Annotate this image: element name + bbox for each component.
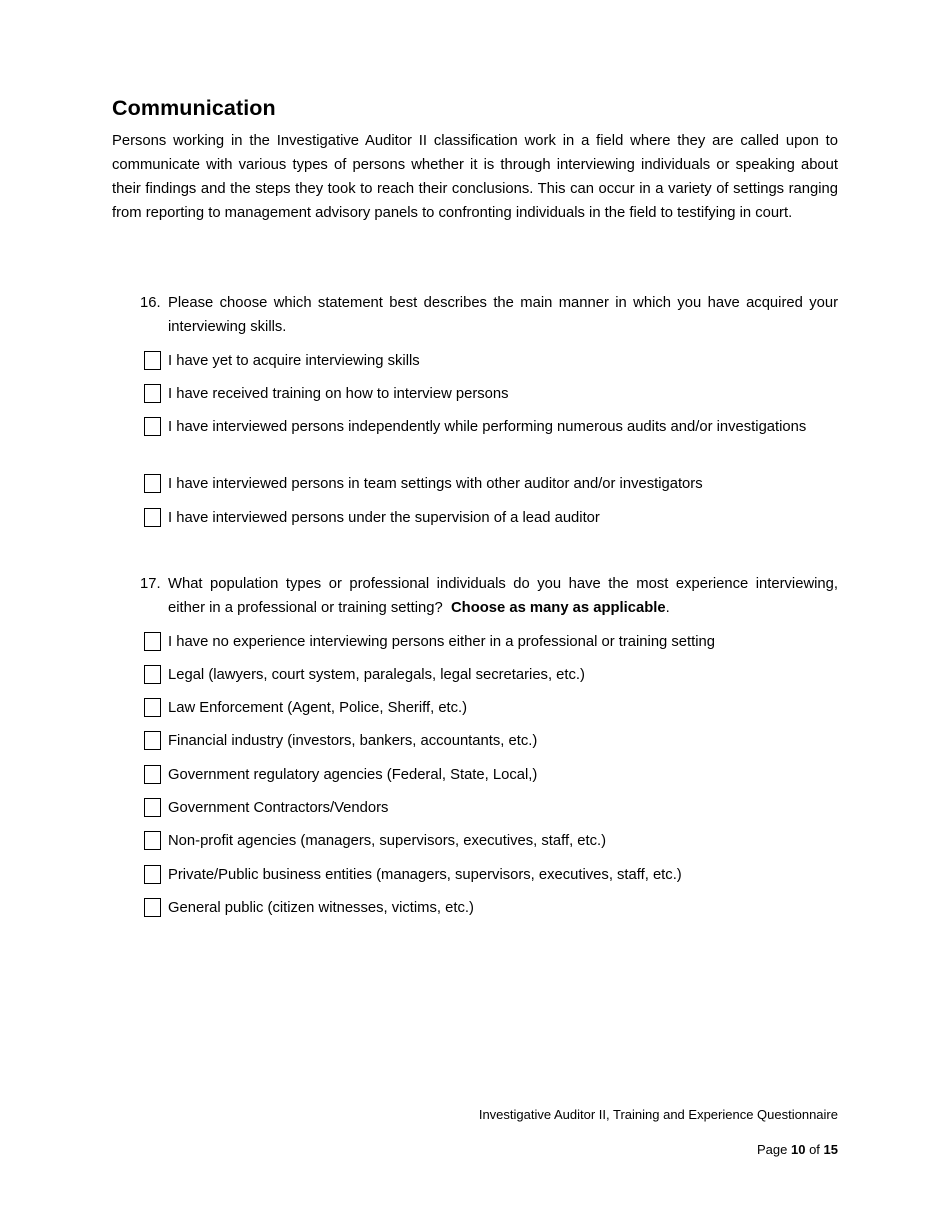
- checkbox[interactable]: [144, 765, 161, 784]
- option-label: I have received training on how to interview persons: [168, 386, 509, 402]
- option-label: Law Enforcement (Agent, Police, Sheriff, etc.): [168, 700, 468, 716]
- question-text: [168, 572, 838, 620]
- q17-option: [144, 796, 838, 820]
- option-label: Private/Public business entities (managers, supervisors, executives, staff, etc.): [168, 867, 682, 883]
- option-label: I have interviewed persons in team settings with other auditor and/or investigators: [168, 476, 703, 492]
- q17-option: [144, 696, 838, 720]
- footer-page-number: [757, 1141, 838, 1159]
- checkbox[interactable]: [144, 417, 161, 436]
- section-intro: Persons working in the Investigative Auditor II classification work in a field where they are called upon to communicate with various types of persons whether it is through interviewing individuals or speaking about their findings and the steps they took to reach their conclusions. This can occur in a variety of settings ranging from reporting to management advisory panels to confronting individuals in the field to testifying in court.: [112, 133, 838, 221]
- page-of: of: [809, 1142, 820, 1157]
- option-label: I have yet to acquire interviewing skills: [168, 353, 420, 369]
- section-title: Communication: [112, 96, 276, 120]
- checkbox[interactable]: [144, 351, 161, 370]
- page-prefix: Page: [756, 1142, 788, 1157]
- question-end: .: [665, 600, 670, 616]
- footer-document-title: Investigative Auditor II, Training and Experience Questionnaire: [478, 1107, 838, 1122]
- q17-option: [144, 829, 838, 853]
- question-number: 17.: [140, 576, 161, 592]
- option-label: Government regulatory agencies (Federal, State, Local,): [168, 767, 538, 783]
- option-label: Financial industry (investors, bankers, accountants, etc.): [168, 733, 538, 749]
- page-total: 15: [823, 1142, 838, 1157]
- checkbox[interactable]: [144, 384, 161, 403]
- option-label: Government Contractors/Vendors: [168, 800, 389, 816]
- page-current: 10: [790, 1142, 806, 1157]
- checkbox[interactable]: [144, 831, 161, 850]
- checkbox[interactable]: [144, 865, 161, 884]
- q17-option: [144, 630, 838, 654]
- checkbox[interactable]: [144, 632, 161, 651]
- question-body: What population types or professional individuals do you have the most experience interviewing, either in a professional or training setting?: [168, 576, 838, 616]
- q17-option: [144, 863, 838, 887]
- q17-option: [144, 729, 838, 753]
- checkbox[interactable]: [144, 898, 161, 917]
- q17-option: [144, 663, 838, 687]
- checkbox[interactable]: [144, 731, 161, 750]
- q16-option: [144, 382, 838, 406]
- q17-option: [144, 896, 838, 920]
- option-label: I have interviewed persons independently while performing numerous audits and/or investigations: [168, 419, 807, 435]
- checkbox[interactable]: [144, 665, 161, 684]
- q16-option: [144, 506, 838, 530]
- q16-option: [144, 349, 838, 373]
- question-16: [140, 291, 838, 339]
- checkbox[interactable]: [144, 474, 161, 493]
- question-17: [140, 572, 838, 620]
- checkbox[interactable]: [144, 798, 161, 817]
- q17-option: [144, 763, 838, 787]
- question-emphasis: Choose as many as applicable: [450, 600, 666, 616]
- checkbox[interactable]: [144, 698, 161, 717]
- q16-option: [144, 415, 838, 439]
- question-text: Please choose which statement best describes the main manner in which you have acquired your interviewing skills.: [168, 295, 838, 335]
- option-label: I have no experience interviewing persons either in a professional or training setting: [168, 634, 715, 650]
- option-label: I have interviewed persons under the supervision of a lead auditor: [168, 510, 600, 526]
- option-label: Non-profit agencies (managers, supervisors, executives, staff, etc.): [168, 833, 607, 849]
- option-label: General public (citizen witnesses, victims, etc.): [168, 900, 474, 916]
- checkbox[interactable]: [144, 508, 161, 527]
- question-number: 16.: [140, 295, 161, 311]
- q16-option: [144, 472, 838, 496]
- option-label: Legal (lawyers, court system, paralegals, legal secretaries, etc.): [168, 667, 585, 683]
